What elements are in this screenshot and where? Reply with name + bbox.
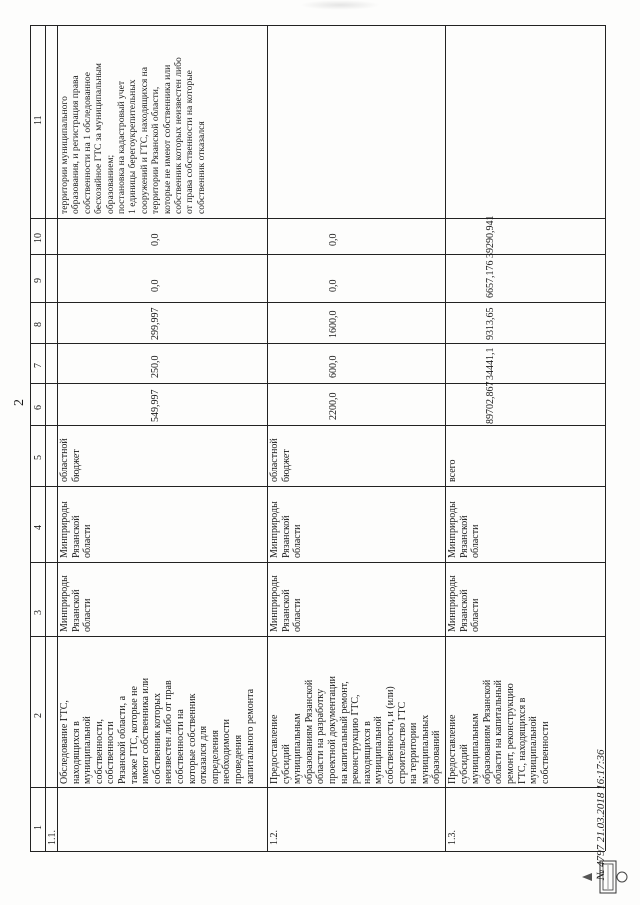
row1-c7: 250,0 [150, 355, 161, 378]
row3-c6: 89702,867 [485, 381, 496, 424]
header-col-4: 4 [33, 525, 44, 530]
row1-result: территории муниципального образования, и регистрация права собственности на 1 обследованное бесхозяйное ГТС за муниципальным образованием; постановка на кадастровый учет 1 единицы берегоукрепительных сооружений и ГТС, находящихся на территории Рязанской области, которые не имеют собственника или собственник которых неизвестен либо от права собственности на которые собственник отказался [59, 57, 207, 214]
row3-num: 1.3. [447, 830, 458, 845]
header-col-10: 10 [33, 233, 44, 243]
row1-num: 1.1. [47, 830, 58, 845]
row3-c10: 39290,941 [485, 215, 496, 258]
row3-c8: 9313,65 [485, 307, 496, 340]
header-col-2: 2 [33, 713, 44, 718]
header-col-9: 9 [33, 278, 44, 283]
ministry-seal-icon [578, 859, 636, 895]
row1-responsible: Минприроды Рязанской области [59, 501, 94, 558]
header-col-1: 1 [33, 825, 44, 830]
header-col-8: 8 [33, 322, 44, 327]
row2-c9: 0,0 [328, 279, 339, 292]
header-col-7: 7 [33, 363, 44, 368]
header-col-6: 6 [33, 405, 44, 410]
header-col-5: 5 [33, 455, 44, 460]
row2-responsible: Минприроды Рязанской области [269, 501, 304, 558]
row3-responsible: Минприроды Рязанской области [447, 501, 482, 558]
row1-desc: Обследование ГТС, находящихся в муниципальной собственности, собственности Рязанской области, а также ГТС, которые не имеют собственника или собственник которых неизвестен либо от прав собственности на которые собственник отказался для определения необходимости проведения капитального ремонта [59, 677, 256, 784]
row3-executor: Минприроды Рязанской области [447, 575, 482, 632]
row1-executor: Минприроды Рязанской области [59, 575, 94, 632]
registration-stamp: № 4797 21.03.2018 16:17:36 [595, 749, 607, 880]
row2-c8: 1600,0 [328, 310, 339, 338]
row1-c10: 0,0 [150, 233, 161, 246]
row2-desc: Предоставление субсидий муниципальным образованиям Рязанской области на разработку проектной документации на капитальный ремонт, реконструкцию ГТС, находящихся в муниципальной собственности, и (или) строительство ГТС на территории муниципальных образований [269, 676, 443, 784]
scan-smudge [300, 0, 380, 10]
row2-source: областной бюджет [269, 438, 292, 482]
row2-num: 1.2. [269, 830, 280, 845]
page-number: 2 [12, 399, 27, 406]
row2-executor: Минприроды Рязанской области [269, 575, 304, 632]
row2-c7: 600,0 [328, 355, 339, 378]
row1-c9: 0,0 [150, 279, 161, 292]
row1-c8: 299,997 [150, 307, 161, 340]
row1-c6: 549,997 [150, 389, 161, 422]
row3-desc: Предоставление субсидий муниципальным образованиям Рязанской области на капитальный ремонт, реконструкцию ГТС, находящихся в муниципальной собственности [447, 679, 551, 784]
header-col-3: 3 [33, 610, 44, 615]
row1-source: областной бюджет [59, 438, 82, 482]
row3-c7: 34441,1 [485, 347, 496, 380]
row2-c6: 2200,0 [328, 392, 339, 420]
row3-source: всего [447, 459, 458, 482]
header-col-11: 11 [33, 115, 44, 125]
row2-c10: 0,0 [328, 233, 339, 246]
row3-c9: 6657,176 [485, 260, 496, 298]
